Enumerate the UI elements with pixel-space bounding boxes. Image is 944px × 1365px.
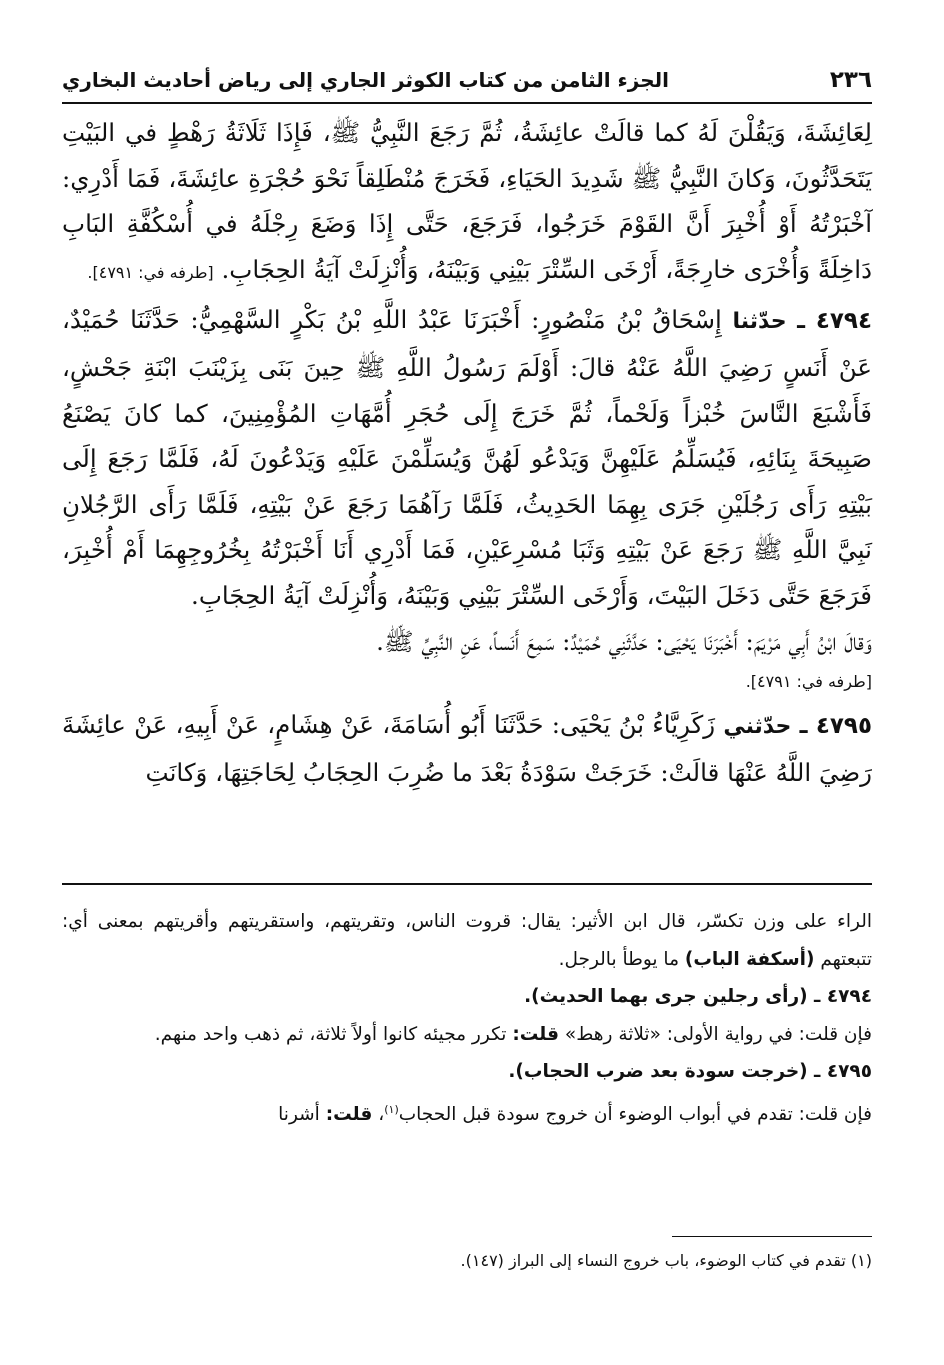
footnote-marker: (١) — [850, 1251, 872, 1270]
ibn-abi-maryam-note — [62, 619, 872, 665]
hadith-text-block — [62, 110, 872, 795]
page-number: ٢٣٦ — [829, 67, 872, 93]
footnote-text: تقدم في كتاب الوضوء، باب خروج النساء إلى البراز (١٤٧). — [460, 1251, 846, 1270]
commentary-answer-cue: قلت: — [512, 1023, 559, 1045]
commentary-separator: ، — [378, 1103, 385, 1125]
ibn-abi-maryam-ref: [طرفه في: ٤٧٩١]. — [745, 672, 872, 692]
commentary-paragraph — [62, 903, 872, 978]
commentary-entry-4795: ٤٧٩٥ ـ (خرجت سودة بعد ضرب الحجاب). — [508, 1061, 872, 1082]
footnote-reference[interactable]: (١) — [384, 1102, 399, 1116]
hadith-number: ٤٧٩٤ ـ — [797, 308, 873, 335]
hadith-4794 — [62, 297, 872, 618]
footnote — [62, 1244, 872, 1278]
running-title: الجزء الثامن من كتاب الكوثر الجاري إلى رياض أحاديث البخاري — [62, 68, 669, 92]
narration-cue: حدّثنا — [732, 309, 787, 335]
commentary-divider — [62, 883, 872, 885]
commentary-text: فإن قلت: في رواية الأولى: «ثلاثة رهط» — [564, 1023, 872, 1045]
intro-cross-reference: [طرفه في: ٤٧٩١]. — [87, 262, 214, 282]
ibn-abi-maryam-text: وَقالَ ابْنُ أَبِي مَرْيَمَ: أَخْبَرَنَا يَحْيَى: حَدَّثَنِي حُمَيْدٌ: سَمِعَ أَنَساً، عَنِ النَّبِيِّ ﷺ. — [376, 626, 872, 656]
hadith-number: ٤٧٩٥ ـ — [799, 713, 873, 740]
commentary-paragraph — [62, 1091, 872, 1134]
commentary-text: ما يوطأ بالرجل. — [558, 948, 679, 970]
commentary-answer-cue: قلت: — [325, 1103, 373, 1125]
page-header — [62, 58, 872, 104]
intro-paragraph — [62, 110, 872, 295]
commentary-entry-4794: ٤٧٩٤ ـ (رأى رجلين جرى بهما الحديث). — [524, 986, 872, 1007]
intro-text: لِعَائِشَةَ، وَيَقُلْنَ لَهُ كما قالَتْ عائِشَةُ، ثُمَّ رَجَعَ النَّبِيُّ ﷺ، فَإِذَا ثَلَاثَةُ رَهْطٍ في البَيْتِ يَتَحَدَّثُونَ، وَكانَ النَّبِيُّ ﷺ شَدِيدَ الحَيَاءِ، فَخَرَجَ مُنْطَلِقاً نَحْوَ حُجْرَةِ عائِشَةَ، فَمَا أَدْرِي: آخْبَرْتُهُ أَوْ أُخْبِرَ أَنَّ القَوْمَ خَرَجُوا، فَرَجَعَ، حَتَّى إِذَا وَضَعَ رِجْلَهُ في أُسْكُفَّةِ البَابِ دَاخِلَةً وَأُخْرَى خارِجَةً، أَرْخَى السِّتْرَ بَيْنِي وَبَيْنَهُ، وَأُنْزِلَتْ آيَةُ الحِجَابِ. — [62, 118, 872, 284]
narration-cue: حدّثني — [723, 714, 792, 740]
hadith-4795 — [62, 702, 872, 795]
hadith-body: زَكَرِيَّاءُ بْنُ يَحْيَى: حَدَّثَنَا أَبُو أُسَامَةَ، عَنْ هِشَامٍ، عَنْ أَبِيهِ، عَنْ عائِشَةَ رَضِيَ اللَّهُ عَنْهَا قالَتْ: خَرَجَتْ سَوْدَةُ بَعْدَ ما ضُرِبَ الحِجَابُ لِحَاجَتِهَا، وَكانَتِ — [62, 710, 872, 787]
commentary-text: تكرر مجيئه كانوا أولاً ثلاثة، ثم ذهب واحد منهم. — [154, 1023, 507, 1045]
commentary-block — [62, 903, 872, 1133]
commentary-text: فإن قلت: تقدم في أبواب الوضوء أن خروج سودة قبل الحجاب — [398, 1103, 872, 1125]
commentary-text: أشرنا — [278, 1103, 320, 1125]
commentary-text: الراء على وزن تكسّر، قال ابن الأثير: يقال: قروت الناس، وتقريتهم، واستقريتهم وأقريتهم بمعنى أي: تتبعتهم — [62, 911, 872, 970]
footnote-rule — [672, 1236, 872, 1237]
hadith-body: إِسْحَاقُ بْنُ مَنْصُورٍ: أَخْبَرَنَا عَبْدُ اللَّهِ بْنُ بَكْرٍ السَّهْمِيُّ: حَدَّثَنَا حُمَيْدٌ، عَنْ أَنَسٍ رَضِيَ اللَّهُ عَنْهُ قالَ: أَوْلَمَ رَسُولُ اللَّهِ ﷺ حِينَ بَنَى بِزَيْنَبَ ابْنَةِ جَحْشٍ، فَأَشْبَعَ النَّاسَ خُبْزاً وَلَحْماً، ثُمَّ خَرَجَ إِلَى حُجَرِ أُمَّهَاتِ المُؤْمِنِينَ، كما كانَ يَصْنَعُ صَبِيحَةَ بِنَائِهِ، فَيُسَلِّمُ عَلَيْهِنَّ وَيَدْعُو لَهُنَّ وَيُسَلِّمْنَ عَلَيْهِ وَيَدْعُونَ لَهُ، فَلَمَّا رَجَعَ إِلَى بَيْتِهِ رَأَى رَجُلَيْنِ جَرَى بِهِمَا الحَدِيثُ، فَلَمَّا رَآهُمَا رَجَعَ عَنْ بَيْتِهِ، فَلَمَّا رَأَى الرَّجُلانِ نَبِيَّ اللَّهِ ﷺ رَجَعَ عَنْ بَيْتِهِ وَثَبَا مُسْرِعَيْنِ، فَمَا أَدْرِي أَنَا أَخْبَرْتُهُ بِخُرُوجِهِمَا أَمْ أُخْبِرَ، فَرَجَعَ حَتَّى دَخَلَ البَيْتَ، وَأَرْخَى السِّتْرَ بَيْنِي وَبَيْنَهُ، وَأُنْزِلَتْ آيَةُ الحِجَابِ. — [62, 305, 872, 610]
commentary-paragraph — [62, 1016, 872, 1054]
commentary-lemma: (أسكفة الباب) — [684, 948, 815, 970]
